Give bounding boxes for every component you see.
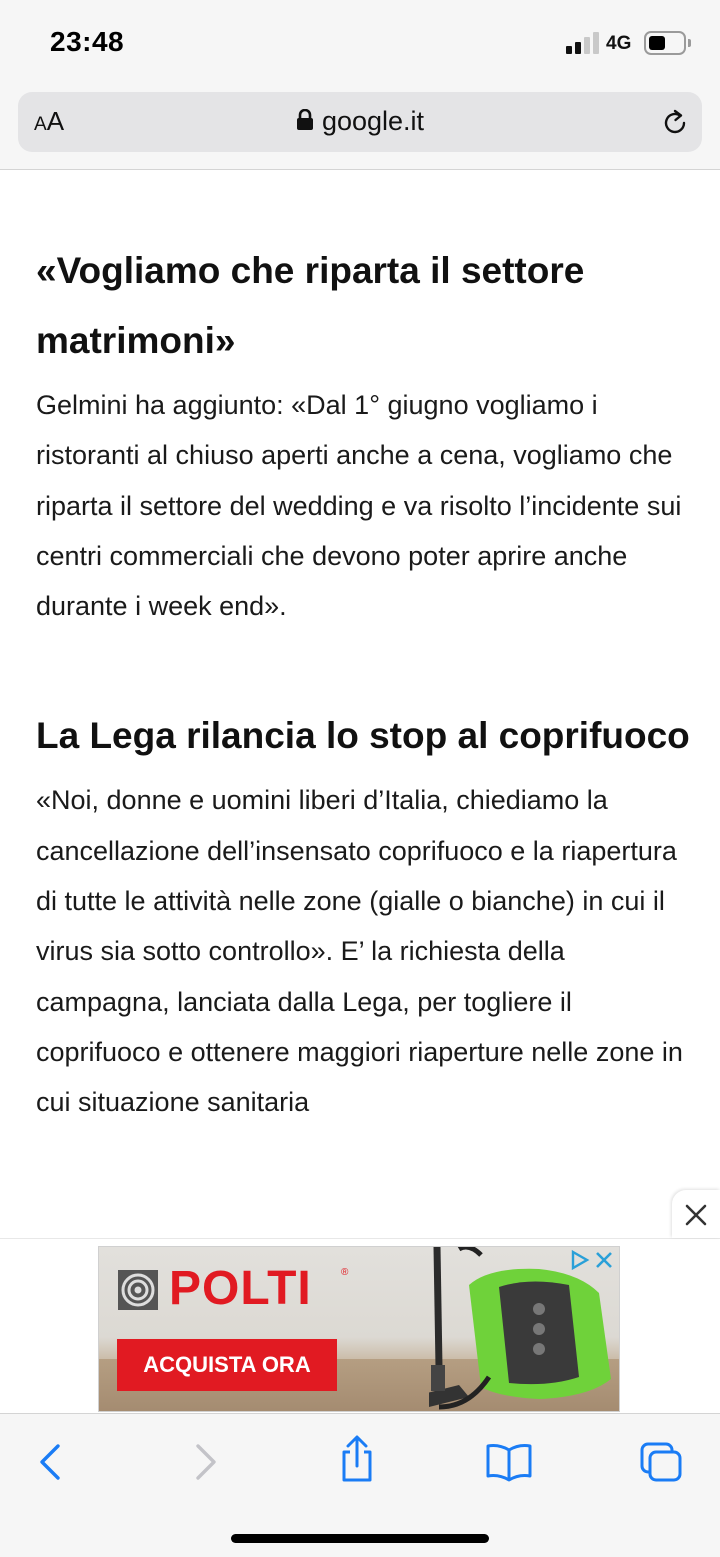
text-size-button[interactable]: AA (34, 106, 65, 136)
status-bar (0, 0, 720, 86)
url-text: google.it (321, 106, 425, 136)
ad-registered-mark: ® (341, 1267, 349, 1278)
section-paragraph: Gelmini ha aggiunto: «Dal 1° giugno vogliamo i ristoranti al chiuso aperti anche a cena, vogliamo che riparta il settore del wedding e va risolto l’incidente sui centri commerciali che devono poter aprire anche durante i week end». (36, 390, 682, 622)
section-heading: La Lega rilancia lo stop al coprifuoco (36, 715, 690, 757)
article-content (36, 236, 690, 1128)
chevron-left-icon[interactable] (26, 1440, 76, 1484)
ad-cta-button[interactable]: ACQUISTA ORA (117, 1339, 337, 1391)
section-spacer (36, 631, 690, 701)
section-paragraph: «Noi, donne e uomini liberi d’Italia, chiediamo la cancellazione dell’insensato coprifuoco e la riapertura di tutte le attività nelle zone (gialle o bianche) in cui il virus sia sotto controllo». E’ la richiesta della campagna, lanciata dalla Lega, per togliere il coprifuoco e ottenere maggiori riaperture nelle zone in cui situazione sanitaria (36, 785, 683, 1118)
adchoices-icon[interactable] (567, 1249, 617, 1271)
ad-banner[interactable] (98, 1246, 620, 1412)
tabs-icon[interactable] (636, 1440, 686, 1484)
ad-close-button[interactable] (672, 1190, 720, 1238)
signal-strength-icon (566, 32, 602, 54)
lock-icon (296, 109, 314, 131)
steam-cleaner-image (429, 1247, 619, 1412)
close-icon (685, 1204, 707, 1226)
address-bar[interactable] (18, 92, 702, 152)
polti-logo-icon (117, 1269, 159, 1311)
network-type: 4G (606, 33, 632, 54)
section-heading: «Vogliamo che riparta il settore matrimoni» (36, 250, 585, 361)
home-indicator[interactable] (231, 1534, 489, 1543)
chevron-right-icon[interactable] (180, 1440, 230, 1484)
battery-icon (644, 31, 686, 55)
reload-icon[interactable] (660, 108, 690, 138)
url-display[interactable] (18, 106, 702, 137)
status-time: 23:48 (50, 26, 125, 57)
book-icon[interactable] (484, 1440, 534, 1484)
browser-top-toolbar (0, 86, 720, 170)
share-icon[interactable] (332, 1434, 382, 1484)
battery-tip (688, 39, 691, 47)
ad-brand: POLTI (169, 1262, 312, 1315)
